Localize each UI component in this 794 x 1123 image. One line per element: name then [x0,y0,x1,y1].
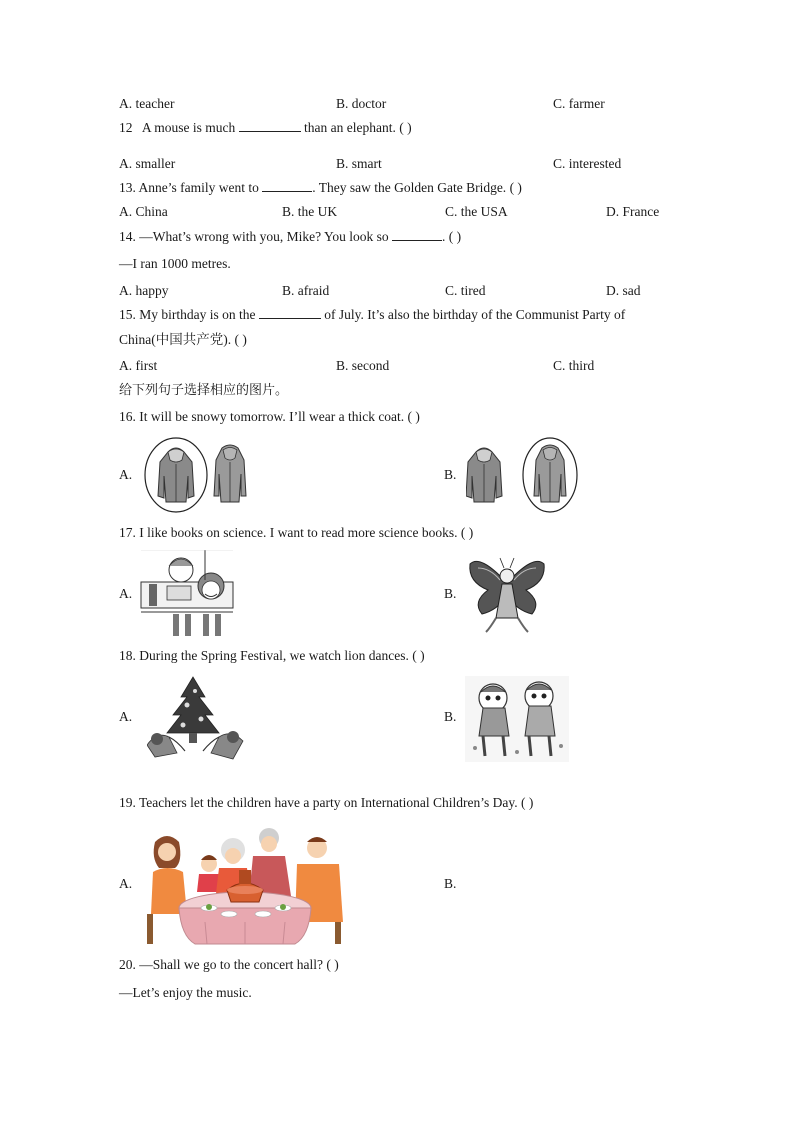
q15-option-c: C. third [553,358,595,373]
christmas-tree-icon [147,675,245,761]
q20-response: —Let’s enjoy the music. [119,985,252,1000]
q16-option-b-label: B. [444,467,457,482]
q12-number: 12 [119,120,133,135]
q17-option-a-label: A. [119,586,133,601]
q19-option-a-label: A. [119,876,133,891]
q17-option-a-image[interactable] [139,550,235,640]
q16-option-b-image[interactable] [466,436,580,514]
q15-stem [119,307,625,323]
family-dinner-icon [145,822,345,946]
q18-option-b-image[interactable] [465,676,569,762]
q18-option-a-image[interactable] [147,675,245,761]
q14-option-a: A. happy [119,283,169,298]
q11-option-a: A. teacher [119,96,175,111]
q13-option-c: C. the USA [445,204,508,219]
q14-blank [392,229,442,241]
q18-option-b-label: B. [444,709,457,724]
q15-text-after: of July. It’s also the birthday of the Communist Party of [324,307,626,322]
q12-text-after: than an elephant. [304,120,396,135]
q18-option-a-label: A. [119,709,133,724]
q15-option-b: B. second [336,358,390,373]
thin-coat-icon [214,445,246,502]
thin-coat-icon [534,445,566,502]
lion-dance-icon [465,676,569,762]
q16-option-a-image[interactable] [142,436,252,514]
q14-option-d: D. sad [606,283,641,298]
q17-option-b-label: B. [444,586,457,601]
q14-option-b: B. afraid [282,283,330,298]
q12-option-c: C. interested [553,156,622,171]
section-heading: 给下列句子选择相应的图片。 [119,383,289,398]
q13-text-after: . They saw the Golden Gate Bridge. [312,180,507,195]
q17-option-b-image[interactable] [466,552,548,634]
q12-option-b: B. smart [336,156,382,171]
q15-option-a: A. first [119,358,158,373]
q14-answer-paren: ( ) [448,229,462,244]
q14-option-c: C. tired [445,283,486,298]
q16-stem: 16. It will be snowy tomorrow. I’ll wear a thick coat. ( ) [119,409,420,424]
q11-option-c: C. farmer [553,96,605,111]
q19-stem: 19. Teachers let the children have a party on International Children’s Day. ( ) [119,795,534,810]
thick-coat-icon [466,448,502,502]
q14-response: —I ran 1000 metres. [119,256,231,271]
q13-answer-paren: ( ) [509,180,522,195]
q13-blank [262,180,312,192]
q19-option-b-label: B. [444,876,457,891]
q14-text-before: 14. —What’s wrong with you, Mike? You look so [119,229,389,244]
q12-text-before: A mouse is much [141,120,236,135]
q18-stem: 18. During the Spring Festival, we watch lion dances. ( ) [119,648,425,663]
q13-option-d: D. France [606,204,660,219]
q14-text-after: . [442,229,446,244]
q15-blank [259,307,321,319]
q16-option-a-label: A. [119,467,133,482]
thick-coat-icon [158,448,194,502]
q15-stem-line2: China(中国共产党). ( ) [119,332,247,347]
q15-text-before: 15. My birthday is on the [119,307,256,322]
q12-blank [239,120,301,132]
fairy-icon [466,552,548,634]
q13-option-b: B. the UK [282,204,338,219]
q11-option-b: B. doctor [336,96,387,111]
q19-option-a-image[interactable] [145,822,345,946]
q12-stem [119,120,412,136]
q14-stem [119,229,461,245]
q17-stem: 17. I like books on science. I want to read more science books. ( ) [119,525,474,540]
children-reading-icon [139,550,235,640]
q13-stem [119,180,522,196]
q13-text-before: 13. Anne’s family went to [119,180,259,195]
q13-option-a: A. China [119,204,168,219]
q12-answer-paren: ( ) [399,120,412,135]
q20-stem: 20. —Shall we go to the concert hall? ( ) [119,957,339,972]
q12-option-a: A. smaller [119,156,176,171]
